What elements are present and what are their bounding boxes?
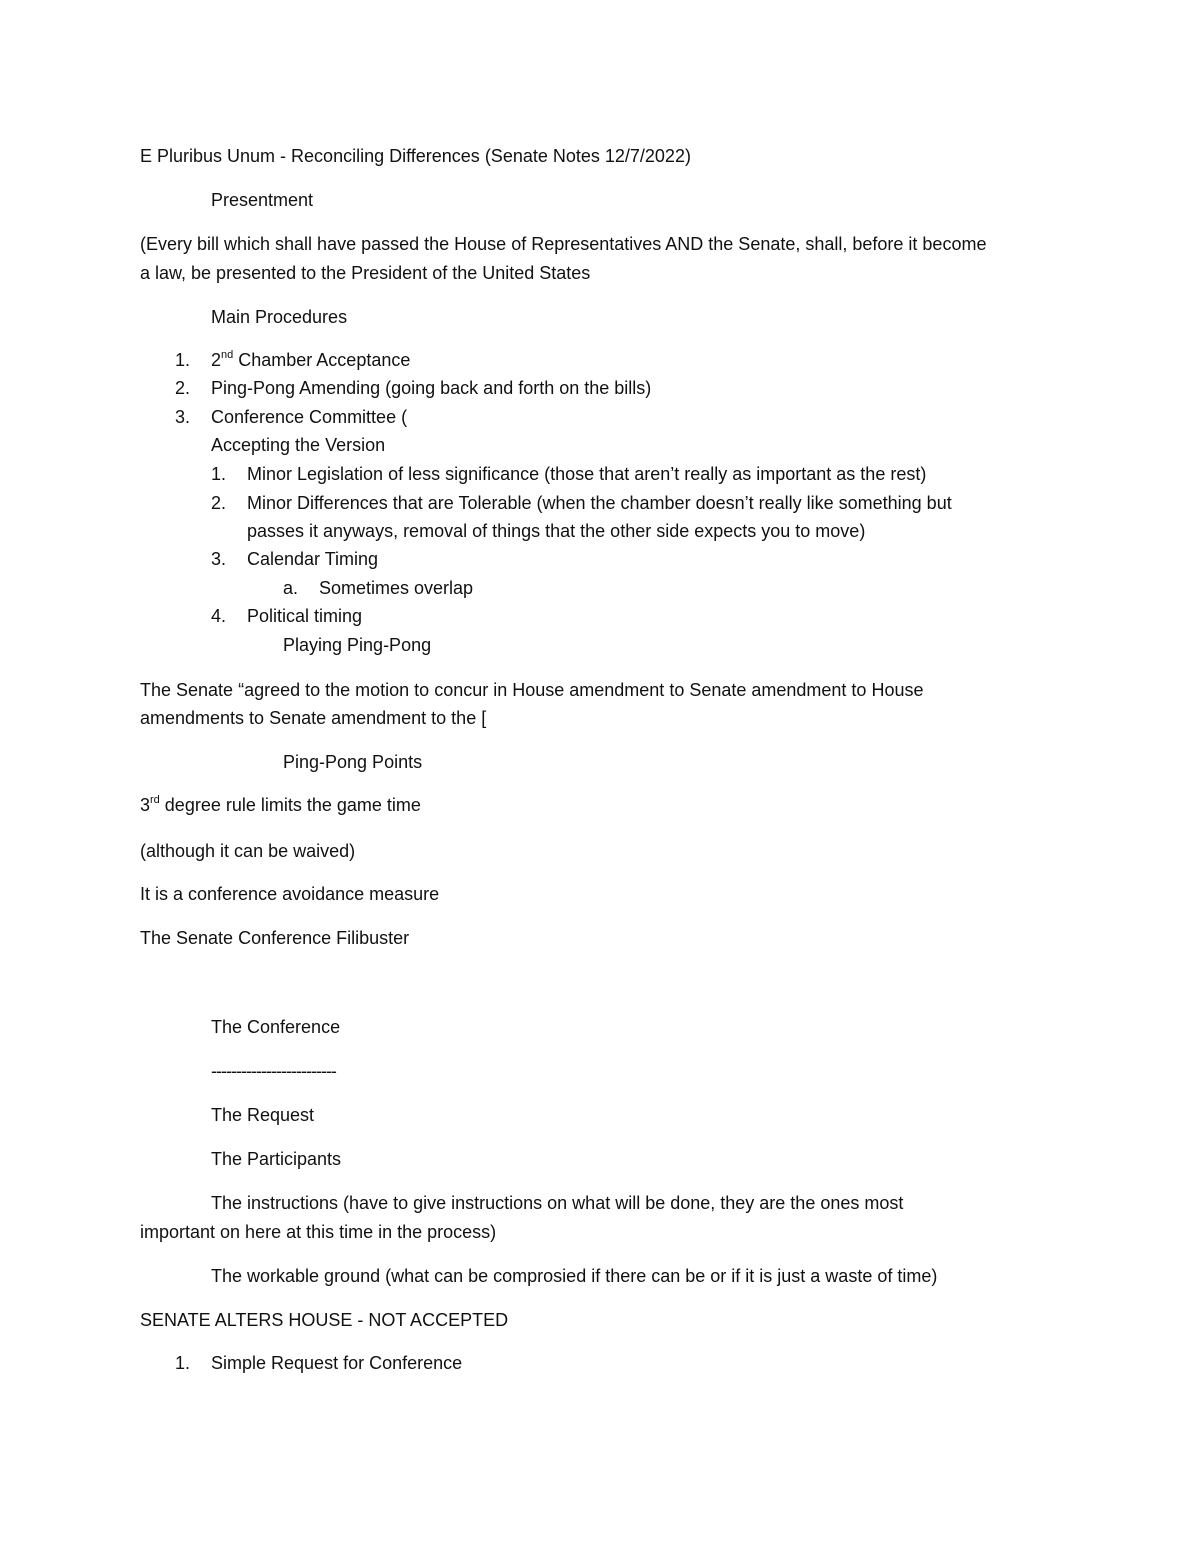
list-number: 1. — [175, 350, 191, 370]
third-degree-rule — [140, 791, 421, 819]
list-text: Minor Legislation of less significance (those that aren’t really as important as the rest) — [247, 464, 927, 484]
list-number: 1. — [175, 1353, 191, 1373]
presentment-heading: Presentment — [211, 190, 314, 210]
ping-pong-points: Ping-Pong Points — [283, 752, 423, 772]
list-text: Political timing — [247, 606, 363, 626]
list-number: 2. — [175, 378, 191, 398]
ordinal-suffix: nd — [221, 349, 234, 361]
senate-quote-line-1: The Senate “agreed to the motion to concur in House amendment to Senate amendment to House — [140, 680, 924, 700]
senate-quote-line-2: amendments to Senate amendment to the [ — [140, 708, 487, 728]
third-degree-text: degree rule limits the game time — [159, 795, 421, 815]
playing-ping-pong: Playing Ping-Pong — [283, 635, 432, 655]
list-text: Minor Differences that are Tolerable (when the chamber doesn’t really like something but — [247, 493, 952, 513]
workable-ground: The workable ground (what can be comprosied if there can be or if it is just a waste of time) — [211, 1266, 938, 1286]
list-number: 3. — [175, 407, 191, 427]
list-text: Conference Committee ( — [211, 407, 408, 427]
document-title: E Pluribus Unum - Reconciling Differences (Senate Notes 12/7/2022) — [140, 146, 691, 166]
accepting-version: Accepting the Version — [211, 435, 386, 455]
list-text-rest: Chamber Acceptance — [233, 350, 411, 370]
list-text: Sometimes overlap — [319, 578, 474, 598]
the-conference-heading: The Conference — [211, 1017, 341, 1037]
ordinal-suffix: rd — [150, 794, 160, 806]
divider-line: ------------------------- — [211, 1061, 336, 1081]
instructions-line-2: important on here at this time in the process) — [140, 1222, 497, 1242]
list-number: 1. — [211, 464, 227, 484]
list-text: Ping-Pong Amending (going back and forth on the bills) — [211, 378, 652, 398]
ordinal-number: 2 — [211, 350, 222, 370]
presentment-text-line-2: a law, be presented to the President of the United States — [140, 263, 591, 283]
avoidance-measure: It is a conference avoidance measure — [140, 884, 440, 904]
list-number: 2. — [211, 493, 227, 513]
list-text — [211, 346, 410, 374]
the-request: The Request — [211, 1105, 315, 1125]
list-letter: a. — [283, 578, 299, 598]
conference-filibuster: The Senate Conference Filibuster — [140, 928, 410, 948]
instructions-line-1: The instructions (have to give instructions on what will be done, they are the ones most — [211, 1193, 904, 1213]
main-procedures-heading: Main Procedures — [211, 307, 348, 327]
the-participants: The Participants — [211, 1149, 342, 1169]
waived-note: (although it can be waived) — [140, 841, 356, 861]
list-number: 3. — [211, 549, 227, 569]
list-text: passes it anyways, removal of things that the other side expects you to move) — [247, 521, 866, 541]
senate-alters-heading: SENATE ALTERS HOUSE - NOT ACCEPTED — [140, 1310, 509, 1330]
list-number: 4. — [211, 606, 227, 626]
ordinal-number: 3 — [140, 795, 151, 815]
list-text: Calendar Timing — [247, 549, 379, 569]
presentment-text-line-1: (Every bill which shall have passed the House of Representatives AND the Senate, shall, before it become — [140, 234, 987, 254]
list-text: Simple Request for Conference — [211, 1353, 463, 1373]
